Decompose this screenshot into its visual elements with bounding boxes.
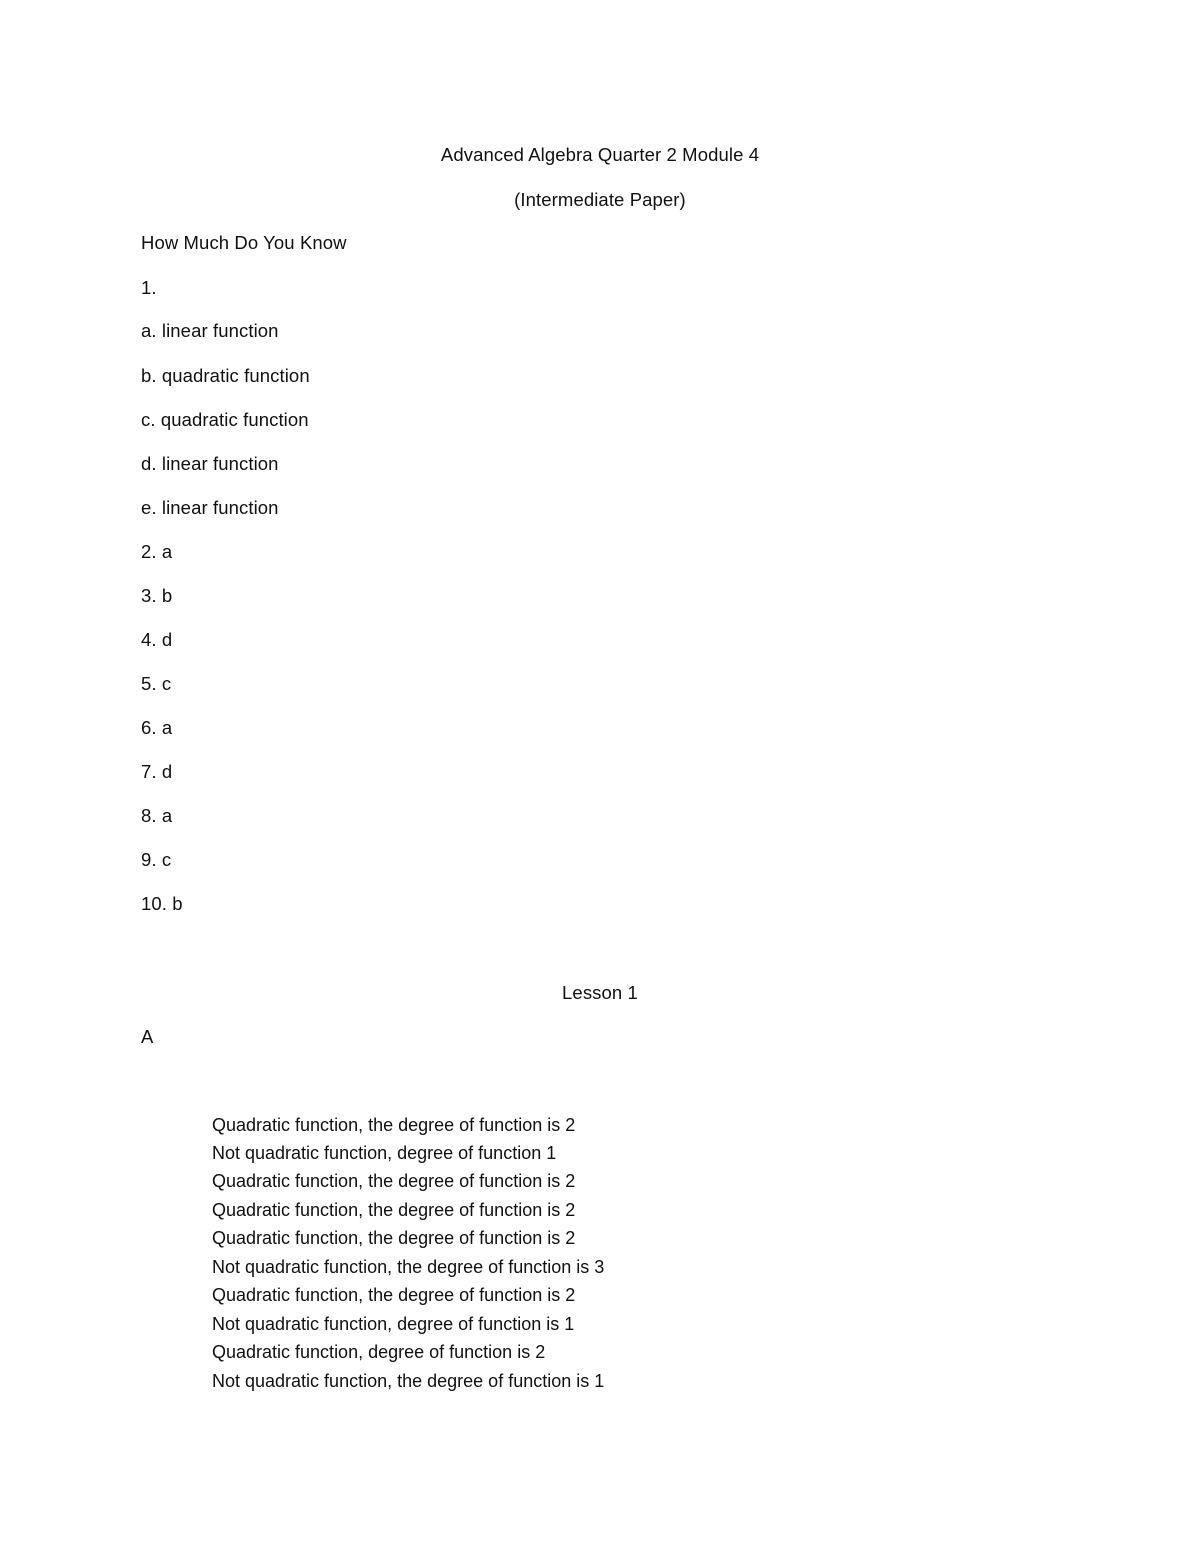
document-subtitle: (Intermediate Paper) — [514, 189, 686, 210]
item-text: Quadratic function, the degree of function is 2 — [212, 1115, 576, 1135]
item-text: Quadratic function, the degree of function is 2 — [212, 1228, 576, 1248]
item-text: Not quadratic function, the degree of function is 1 — [212, 1371, 605, 1391]
answer-line: c. quadratic function — [141, 409, 309, 430]
answer-line: b. quadratic function — [141, 365, 310, 386]
answer-line: 10. b — [141, 893, 183, 914]
answer-line: 5. c — [141, 673, 172, 694]
document-title: Advanced Algebra Quarter 2 Module 4 — [440, 144, 760, 165]
answer-line: 1. — [141, 277, 157, 298]
answer-line: 7. d — [141, 761, 173, 782]
item-text: Not quadratic function, degree of function is 1 — [212, 1314, 575, 1334]
answer-line: 9. c — [141, 849, 172, 870]
item-text: Quadratic function, the degree of function is 2 — [212, 1171, 576, 1191]
answer-line: 2. a — [141, 541, 173, 562]
answer-line: 8. a — [141, 805, 173, 826]
answer-line: 3. b — [141, 585, 173, 606]
item-text: Not quadratic function, the degree of function is 3 — [212, 1257, 605, 1277]
section-heading: How Much Do You Know — [141, 232, 347, 253]
item-text: Quadratic function, degree of function is 2 — [212, 1342, 546, 1362]
answer-line: e. linear function — [141, 497, 279, 518]
item-text: Not quadratic function, degree of function 1 — [212, 1143, 557, 1163]
answer-line: 4. d — [141, 629, 173, 650]
answer-line: d. linear function — [141, 453, 279, 474]
answer-line: 6. a — [141, 717, 173, 738]
lesson-heading: Lesson 1 — [562, 982, 638, 1003]
item-text: Quadratic function, the degree of function is 2 — [212, 1285, 576, 1305]
answer-line: a. linear function — [141, 320, 279, 341]
item-text: Quadratic function, the degree of function is 2 — [212, 1200, 576, 1220]
part-label: A — [141, 1026, 154, 1047]
